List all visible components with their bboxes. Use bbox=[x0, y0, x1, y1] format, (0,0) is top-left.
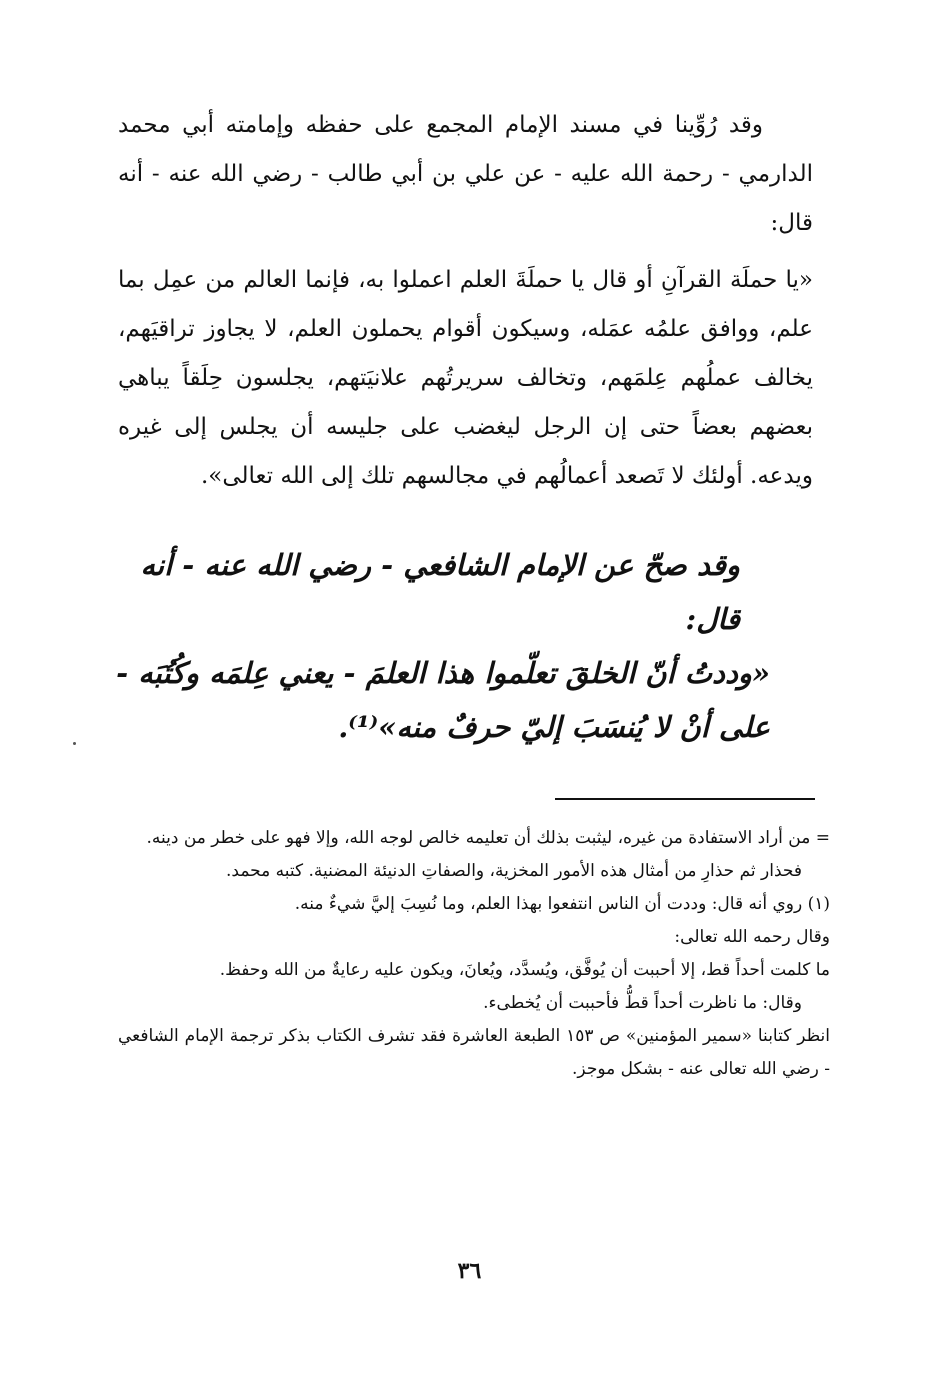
footnote-1-reference: انظر كتابنا «سمير المؤمنين» ص ١٥٣ الطبعة العاشرة فقد تشرف الكتاب بذكر ترجمة الإمام الشافعي - رضي الله تعالى عنه - بشكل موجز. bbox=[118, 1026, 831, 1079]
footnote-1-quote-intro: وقال رحمه الله تعالى: bbox=[674, 927, 830, 947]
footnote-continuation: = من أراد الاستفادة من غيره، ليثبت بذلك أن تعليمه خالص لوجه الله، وإلا فهو على خطر من دينه. bbox=[146, 828, 830, 848]
paragraph-intro: وقد رُوِّينا في مسند الإمام المجمع على حفظه وإمامته أبي محمد الدارمي - رحمة الله عليه - عن علي بن أبي طالب - رضي الله عنه - أنه قال: bbox=[118, 112, 813, 236]
calligraphy-line-quote: «وددتُ أنّ الخلقَ تعلّموا هذا العلمَ - يعني عِلمَه وكُتُبَه - على أنْ لا يُنسَبَ إليّ حرفٌ منه»⁽¹⁾. bbox=[116, 656, 770, 744]
footnotes bbox=[118, 822, 830, 1086]
scan-speck bbox=[73, 742, 76, 745]
footnote-1-second-quote: وقال: ما ناظرت أحداً قطُّ فأحببت أن يُخطىء. bbox=[483, 993, 802, 1013]
footnote-warning: فحذار ثم حذارِ من أمثال هذه الأمور المخزية، والصفاتِ الدنيئة المضنية. كتبه محمد. bbox=[226, 861, 802, 881]
main-text bbox=[118, 101, 813, 501]
footnote-1-quote: ما كلمت أحداً قط، إلا أحببت أن يُوفَّق، ويُسدَّد، ويُعانَ، ويكون عليه رعايةٌ من الله وحفظ. bbox=[219, 960, 830, 980]
footnote-divider bbox=[555, 798, 815, 800]
footnote-1: (١) روي أنه قال: وددت أن الناس انتفعوا بهذا العلم، وما نُسِبَ إليَّ شيءٌ منه. bbox=[294, 894, 830, 914]
paragraph-hadith-quote: «يا حملَة القرآنِ أو قال يا حملَةَ العلم اعملوا به، فإنما العالم من عمِل بما علم، ووافق علمُه عمَله، وسيكون أقوام يحملون العلم، لا يجاوز تراقيَهم، يخالف عملُهم عِلمَهم، وتخالف سريرتُهم علانيَتهم، يجلسون حِلَقاً يباهي بعضهم بعضاً حتى إن الرجل ليغضب على جليسه أن يجلس إلى غيره ويدعه. أولئك لا تَصعد أعمالُهم في مجالسهم تلك إلى الله تعالى». bbox=[118, 267, 813, 489]
calligraphy-line-intro: وقد صحّ عن الإمام الشافعي - رضي الله عنه - أنه قال: bbox=[140, 548, 740, 636]
page-number: ٣٦ bbox=[457, 1258, 482, 1284]
calligraphy-quote bbox=[110, 538, 770, 754]
